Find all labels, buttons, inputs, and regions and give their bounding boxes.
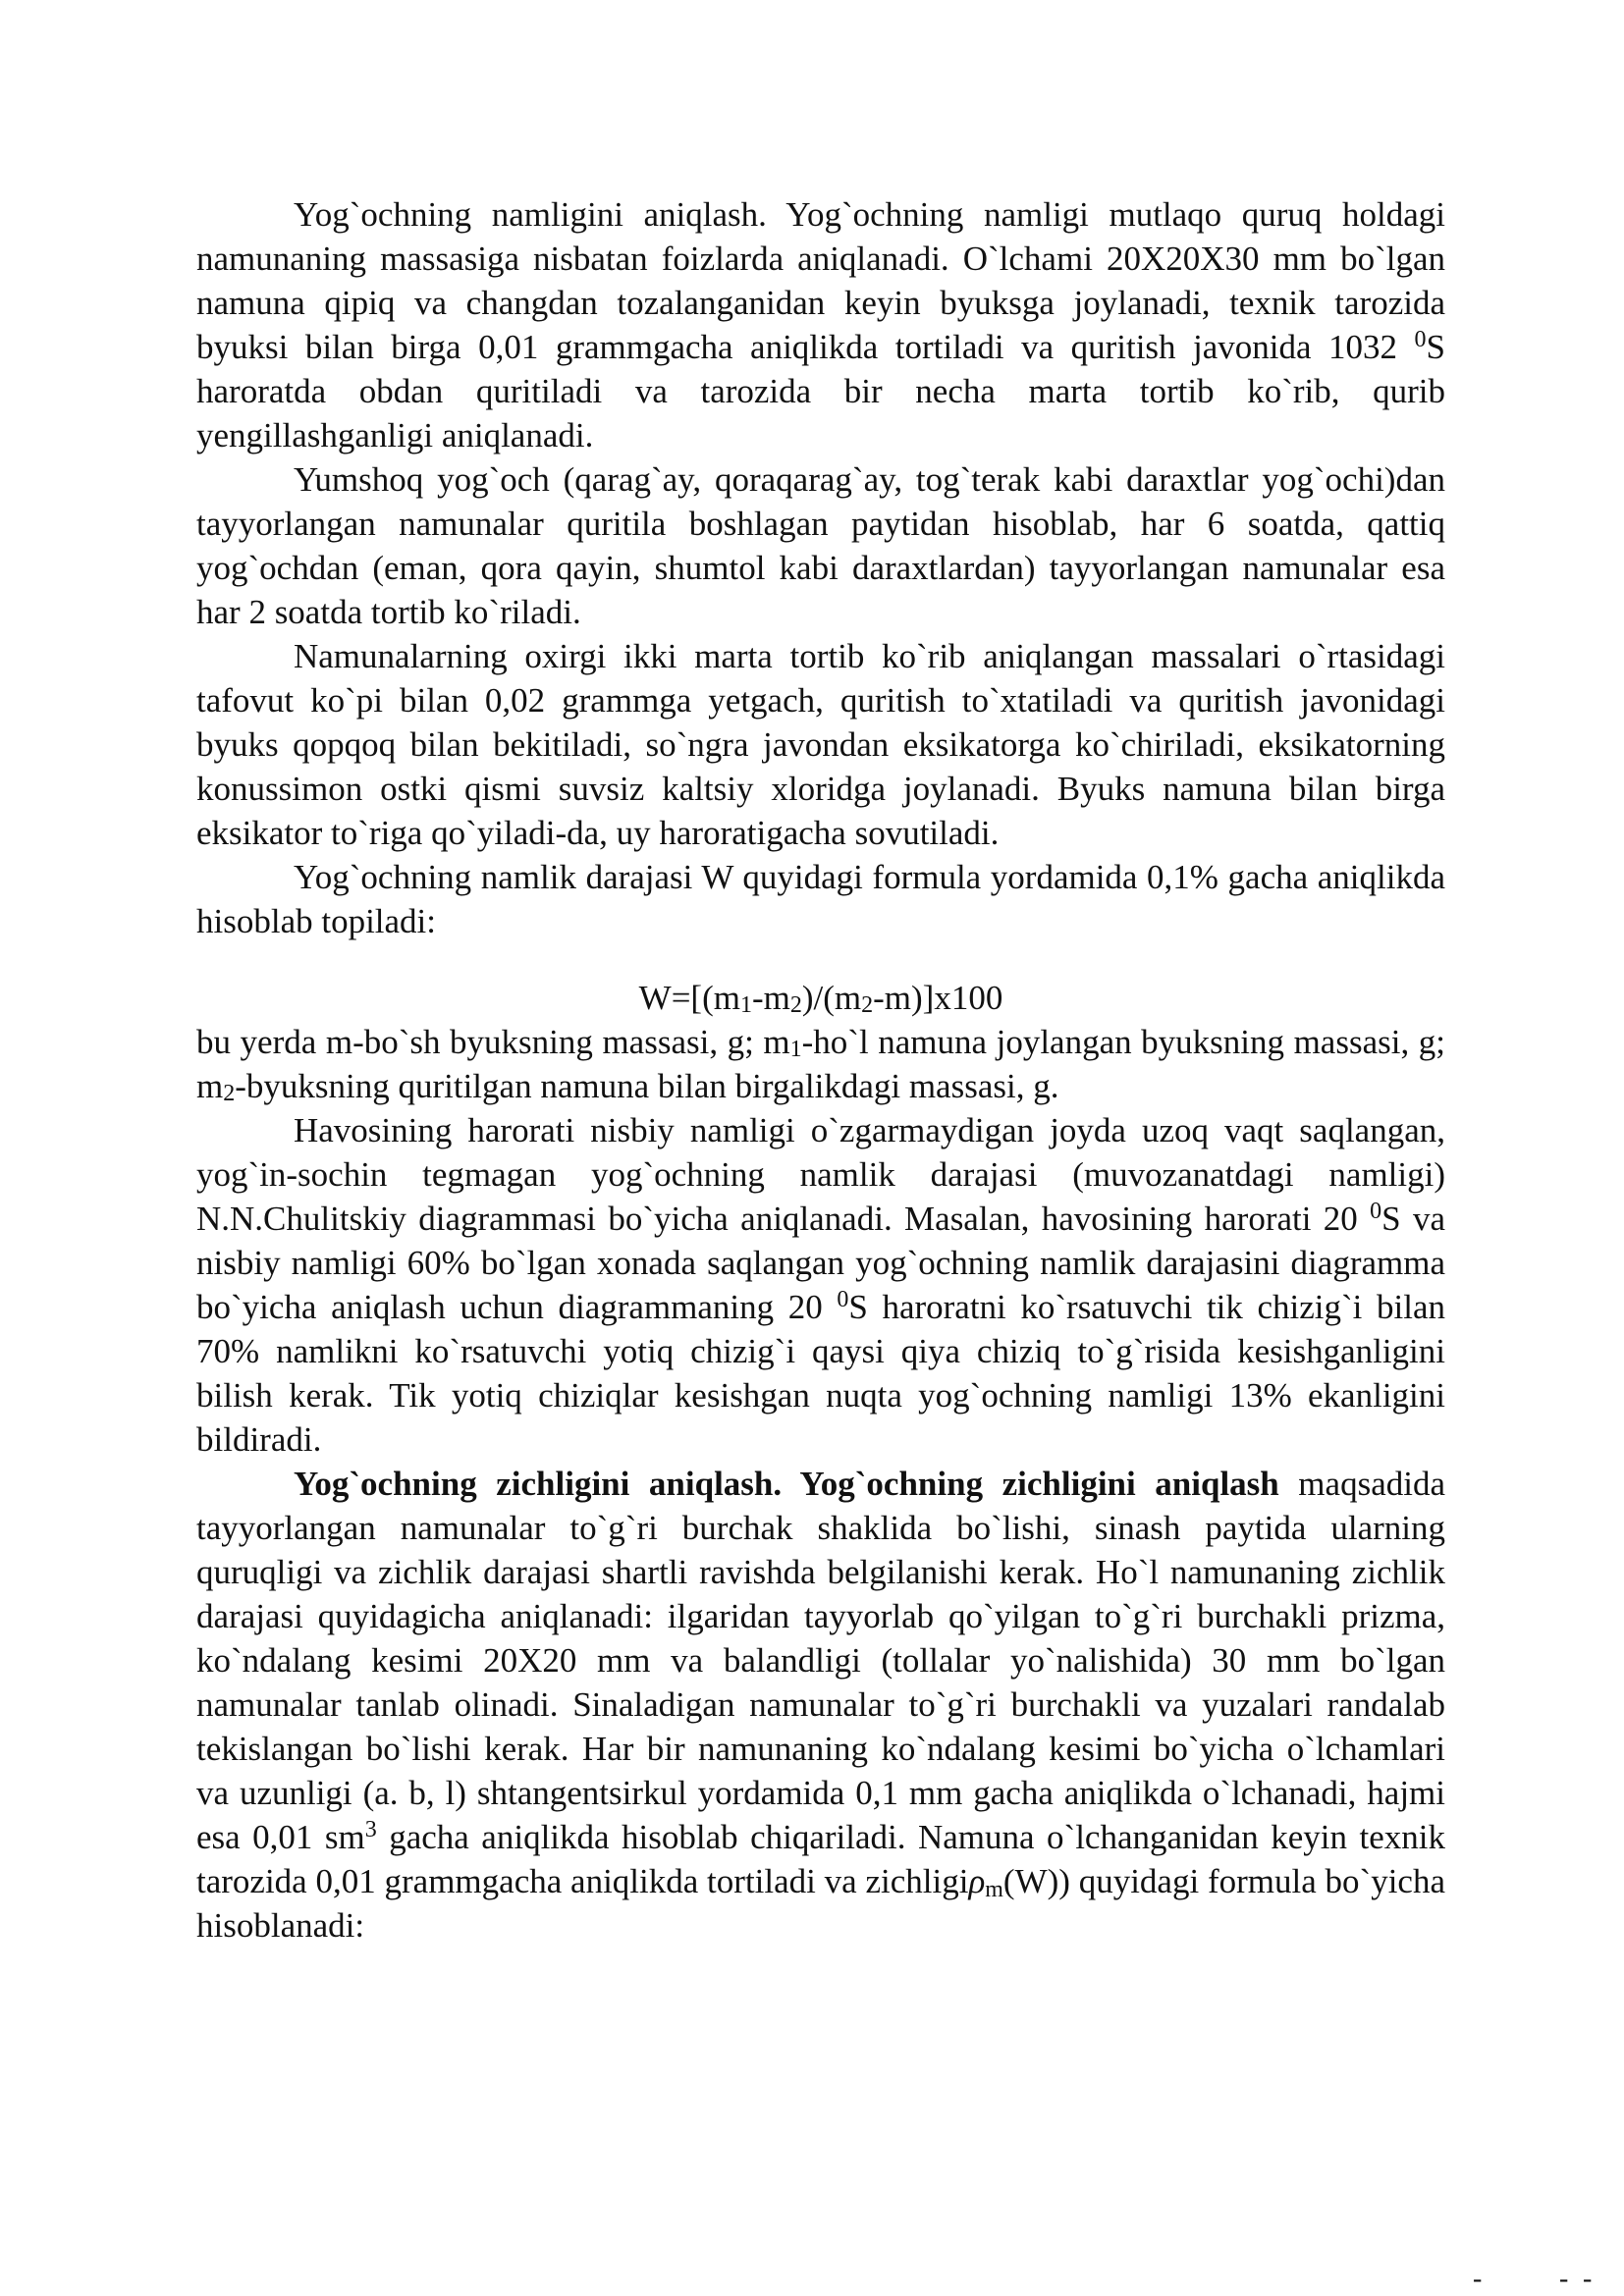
section-heading-density: Yog`ochning zichligini aniqlash. Yog`ochning zichligini aniqlash	[294, 1465, 1279, 1503]
document-page	[196, 192, 1445, 1948]
rho-symbol: ρ	[968, 1862, 986, 1900]
degree-superscript: 0	[1414, 327, 1427, 352]
footer-dash: -	[1473, 2264, 1483, 2294]
paragraph-moisture-intro: Yog`ochning namligini aniqlash. Yog`ochning namligi mutlaqo quruq holdagi namunaning massasiga nisbatan foizlarda aniqlanadi. O`lchami 20X20X30 mm bo`lgan namuna qipiq va changdan tozalanganidan keyin byuksga joylanadi, texnik tarozida byuksi bilan birga 0,01 grammgacha aniqlikda tortiladi va quritish javonida 1032 $^0$S haroratda obdan quritiladi va tarozida bir necha marta tortib ko`rib, qurib yengillashganligi aniqlanadi.	[196, 195, 1445, 454]
footer-dash: -	[1559, 2264, 1569, 2294]
paragraph-formula-legend: bu yerda m-bo`sh byuksning massasi, g; $m_1-ho`l$ namuna joylangan byuksning massasi, g; $m_2$-byuksning quritilgan namuna bilan birgalikdagi massasi, g.	[196, 1023, 1445, 1106]
section-heading-moisture: Yog`ochning namligini aniqlash.	[294, 195, 767, 234]
paragraph-softwood: Yumshoq yog`och (qarag`ay, qoraqarag`ay, tog`terak kabi daraxtlar yog`ochi)dan tayyorlangan namunalar quritila boshlagan paytidan hisoblab, har 6 soatda, qattiq yog`ochdan (eman, qora qayin, shumtol kabi daraxtlardan) tayyorlangan namunalar esa har 2 soatda tortib ko`riladi.	[196, 460, 1445, 631]
paragraph-density: Yog`ochning zichligini aniqlash. Yog`ochning zichligini aniqlash maqsadida tayyorlangan namunalar to`g`ri burchak shaklida bo`lishi, sinash paytida ularning quruqligi va zichlik darajasi shartli ravishda belgilanishi kerak. Ho`l namunaning zichlik darajasi quyidagicha aniqlanadi: ilgaridan tayyorlab qo`yilgan to`g`ri burchakli prizma, ko`ndalang kesimi 20X20 mm va balandligi (tollalar yo`nalishida) 30 mm bo`lgan namunalar tanlab olinadi. Sinaladigan namunalar to`g`ri burchakli va yuzalari randalab tekislangan bo`lishi kerak. Har bir namunaning ko`ndalang kesimi bo`yicha o`lchamlari va uzunligi (a. b, l) shtangentsirkul yordamida 0,1 mm gacha aniqlikda o`lchanadi, hajmi esa 0,01 $sm^3$ gacha aniqlikda hisoblab chiqariladi. Namuna o`lchanganidan keyin texnik tarozida 0,01 grammgacha aniqlikda tortiladi va zichligiρm(W)) quyidagi formula bo`yicha hisoblanadi:	[196, 1465, 1445, 1945]
paragraph-chulitskiy: Havosining harorati nisbiy namligi o`zgarmaydigan joyda uzoq vaqt saqlangan, yog`in-sochin tegmagan yog`ochning namlik darajasi (muvozanatdagi namligi) N.N.Chulitskiy diagrammasi bo`yicha aniqlanadi. Masalan, havosining harorati 20 $^0$S va nisbiy namligi 60% bo`lgan xonada saqlangan yog`ochning namlik darajasini diagramma bo`yicha aniqlash uchun diagrammaning 20 $^0$S haroratni ko`rsatuvchi tik chizig`i bilan 70% namlikni ko`rsatuvchi yotiq chizig`i qaysi qiya chiziq to`g`risida kesishganligini bilish kerak. Tik yotiq chiziqlar kesishgan nuqta yog`ochning namligi 13% ekanligini bildiradi.	[196, 1111, 1445, 1459]
footer-dash: -	[1583, 2264, 1593, 2294]
paragraph-formula-intro: Yog`ochning namlik darajasi W quyidagi formula yordamida 0,1% gacha aniqlikda hisoblab topiladi:	[196, 858, 1445, 940]
degree-superscript: 0	[1370, 1199, 1382, 1224]
moisture-formula: $W=[(m_1-m_2)/(m_2-m)]x100$	[638, 979, 1003, 1018]
paragraph-weighing: Namunalarning oxirgi ikki marta tortib ko`rib aniqlangan massalari o`rtasidagi tafovut ko`pi bilan 0,02 grammga yetgach, quritish to`xtatiladi va quritish javonidagi byuks qopqoq bilan bekitiladi, so`ngra javondan eksikatorga ko`chiriladi, eksikatorning konussimon ostki qismi suvsiz kaltsiy xloridga joylanadi. Byuks namuna bilan birga eksikator to`riga qo`yiladi-da, uy haroratigacha sovutiladi.	[196, 637, 1445, 852]
degree-superscript: 0	[837, 1287, 849, 1312]
